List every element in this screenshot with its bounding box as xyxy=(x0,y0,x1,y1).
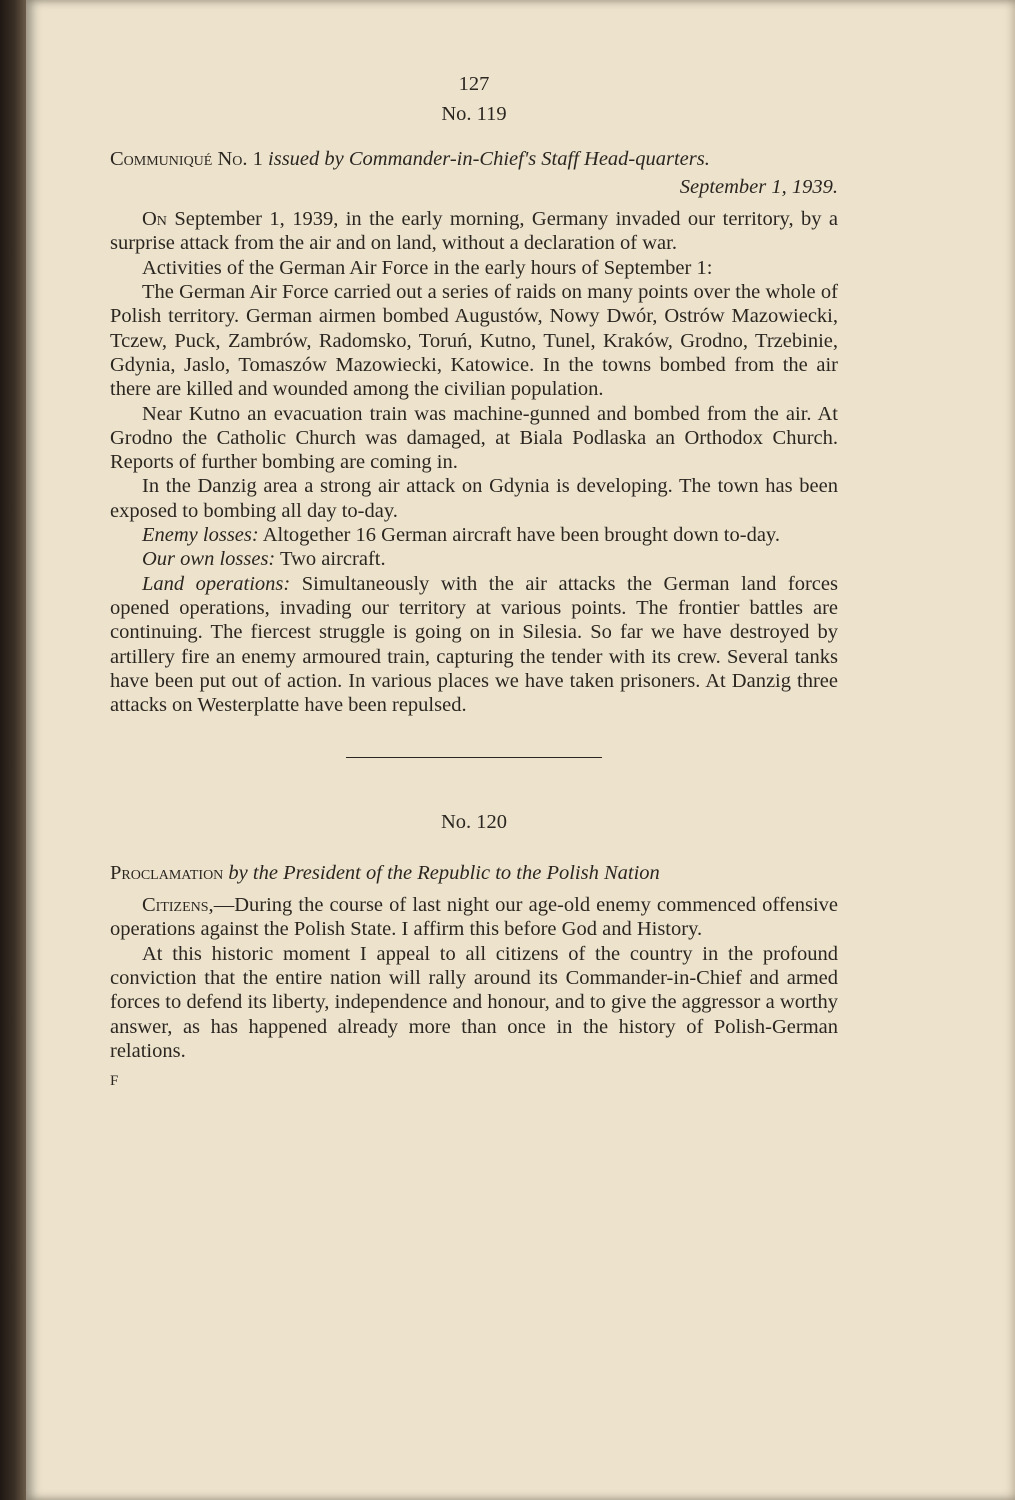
proclamation-paragraph-1 xyxy=(110,893,838,942)
communique-paragraph-1 xyxy=(110,207,838,256)
book-page xyxy=(26,0,1015,1500)
section-divider xyxy=(346,757,602,758)
communique-paragraph-5: In the Danzig area a strong air attack on Gdynia is developing. The town has been exposed to bombing all day to-day. xyxy=(110,475,838,522)
proclamation-subtitle: by the President of the Republic to the Polish Nation xyxy=(228,861,660,884)
communique-heading xyxy=(110,147,838,171)
document-number-119: No. 119 xyxy=(441,103,507,126)
communique-paragraph-4: Near Kutno an evacuation train was machine-gunned and bombed from the air. At Grodno the Catholic Church was damaged, at Biala Podlaska an Orthodox Church. Reports of further bombing are coming in. xyxy=(110,402,838,474)
proclamation-heading xyxy=(110,861,838,885)
own-losses-paragraph xyxy=(110,547,838,571)
own-losses-text: Two aircraft. xyxy=(280,548,386,571)
communique-paragraph-2: Activities of the German Air Force in the early hours of September 1: xyxy=(142,256,713,279)
enemy-losses-text: Altogether 16 German aircraft have been brought down to-day. xyxy=(262,524,780,547)
para-text: September 1, 1939, in the early morning, Germany invaded our territory, by a surprise attack from the air and on land, without a declaration of war. xyxy=(110,208,839,255)
document-number-120: No. 120 xyxy=(440,811,508,834)
signature-mark: F xyxy=(110,1073,119,1090)
communique-title: Communiqué No. 1 xyxy=(110,147,263,170)
proclamation-title: Proclamation xyxy=(110,861,224,884)
land-operations-label: Land operations: xyxy=(142,572,291,595)
enemy-losses-paragraph xyxy=(110,523,838,547)
enemy-losses-label: Enemy losses: xyxy=(142,524,259,547)
para-lead-word: On xyxy=(142,208,167,231)
proclamation-paragraph-2: At this historic moment I appeal to all citizens of the country in the profound conviction that the entire nation will rally around its Commander-in-Chief and armed forces to defend its liberty, independence and honour, and to give the aggressor a worthy answer, as has happened already more than once in the history of Polish-German relations. xyxy=(110,942,838,1062)
communique-date xyxy=(110,175,838,199)
land-operations-text: Simultaneously with the air attacks the German land forces opened operations, invading our territory at various points. The frontier battles are continuing. The fiercest struggle is going on in Silesia. So far we have destroyed by artillery fire an enemy armoured train, capturing the tender with its crew. Several tanks have been put out of action. In various places we have taken prisoners. At Danzig three attacks on Westerplatte have been repulsed. xyxy=(110,572,838,717)
own-losses-label: Our own losses: xyxy=(142,548,276,571)
page-number: 127 xyxy=(458,73,490,95)
communique-paragraph-3: The German Air Force carried out a series of raids on many points over the whole of Polish territory. German airmen bombed Augustów, Nowy Dwór, Ostrów Mazowiecki, Tczew, Puck, Zambrów, Radomsko, Toruń, Kutno, Tunel, Kraków, Grodno, Trzebinie, Gdynia, Jaslo, Tomaszów Mazowiecki, Katowice. In the towns bombed from the air there are killed and wounded among the civilian population. xyxy=(110,281,838,401)
date-text: September 1, 1939. xyxy=(679,175,838,198)
para-text: —During the course of last night our age-old enemy commenced offensive operations against the Polish State. I affirm this before God and History. xyxy=(110,894,838,941)
land-operations-paragraph xyxy=(110,572,838,718)
book-binding xyxy=(0,0,26,1500)
para-lead-word: Citizens, xyxy=(142,894,214,917)
communique-subtitle: issued by Commander-in-Chief's Staff Head-quarters. xyxy=(268,147,710,170)
page-content xyxy=(110,72,838,1093)
